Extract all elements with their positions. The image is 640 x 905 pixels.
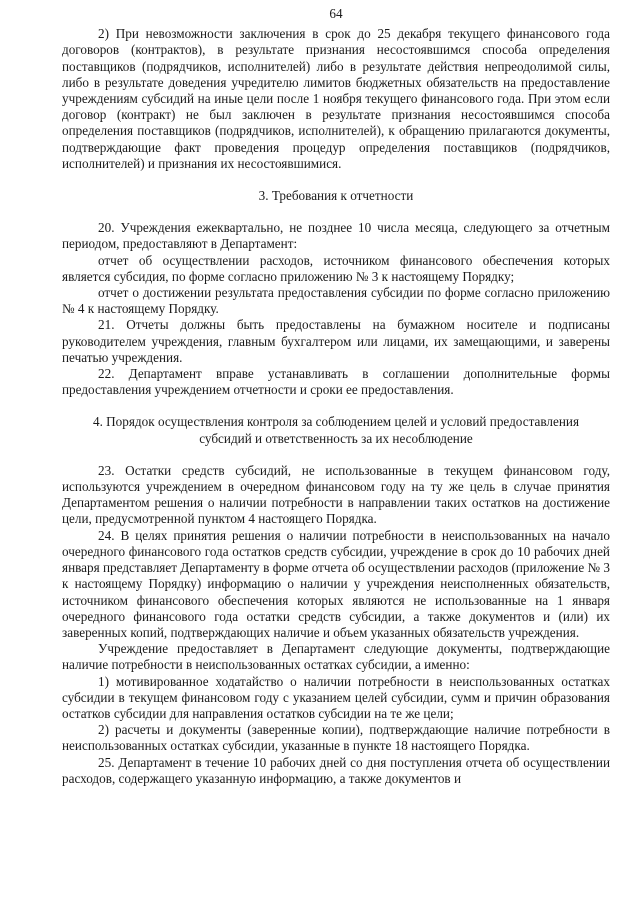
paragraph-20-report-results: отчет о достижении результата предоставления субсидии по форме согласно приложению № 4 к настоящему Порядку.	[62, 285, 610, 317]
paragraph-23: 23. Остатки средств субсидий, не использованные в текущем финансовом году, используются учреждением в очередном финансовом году на ту же цель в случае принятия Департаментом решения о наличии потребности в направлении таких остатков на достижение цели, предусмотренной пунктом 4 настоящего Порядка.	[62, 462, 610, 527]
section-4-title-line2: субсидий и ответственность за их несоблюдение	[199, 430, 473, 446]
section-3-title: 3. Требования к отчетности	[258, 188, 414, 204]
document-page	[62, 6, 610, 787]
paragraph-2-obstacles: 2) При невозможности заключения в срок до 25 декабря текущего финансового года договоров (контрактов), в результате признания несостоявшимся способа определения поставщиков (подрядчиков, исполнителей) либо в результате действия непреодолимой силы, либо в результате доведения учредителю лимитов бюджетных обязательств на предоставление учреждениям субсидий на иные цели после 1 ноября текущего финансового года. При этом если договор (контракт) не был заключен в результате признания несостоявшимся способа определения поставщиков (подрядчиков, исполнителей), к обращению прилагаются документы, подтверждающие факт проведения процедур определения поставщиков (подрядчиков, исполнителей) и признания их несостоявшимися.	[62, 26, 610, 171]
paragraph-25: 25. Департамент в течение 10 рабочих дней со дня поступления отчета об осуществлении расходов, содержащего указанную информацию, а также документов и	[62, 754, 610, 786]
section-4-title-line1: 4. Порядок осуществления контроля за соблюдением целей и условий предоставления	[92, 414, 580, 430]
paragraph-24-documents-intro: Учреждение предоставляет в Департамент следующие документы, подтверждающие наличие потребности в неиспользованных остатках субсидии, а именно:	[62, 641, 610, 673]
page-number: 64	[329, 6, 343, 21]
paragraph-24-item-2: 2) расчеты и документы (заверенные копии), подтверждающие наличие потребности в неиспользованных остатках субсидии, указанные в пункте 18 настоящего Порядка.	[62, 722, 610, 754]
paragraph-24-item-1: 1) мотивированное ходатайство о наличии потребности в неиспользованных остатках субсидии в текущем финансовом году с указанием целей субсидии, сумм и причин образования остатков субсидии для направления остатков субсидии на те же цели;	[62, 673, 610, 721]
section-4-title	[62, 414, 610, 446]
paragraph-22: 22. Департамент вправе устанавливать в соглашении дополнительные формы предоставления учреждением отчетности и сроки ее предоставления.	[62, 366, 610, 398]
paragraph-20: 20. Учреждения ежеквартально, не позднее 10 числа месяца, следующего за отчетным периодом, предоставляют в Департамент:	[62, 220, 610, 252]
paragraph-21: 21. Отчеты должны быть предоставлены на бумажном носителе и подписаны руководителем учреждения, главным бухгалтером или лицами, их замещающими, и заверены печатью учреждения.	[62, 317, 610, 365]
paragraph-24: 24. В целях принятия решения о наличии потребности в неиспользованных на начало очередного финансового года остатков средств субсидии, учреждение в срок до 10 рабочих дней января представляет Департаменту в форме отчета об осуществлении расходов (приложение № 3 к настоящему Порядку) информацию о наличии у учреждения неисполненных обязательств, источником финансового обеспечения которых являются не использованные на 1 января очередного финансового года остатки средств субсидии, а также документов и (или) их заверенных копий, подтверждающих наличие и объем указанных обязательств учреждения.	[62, 527, 610, 640]
paragraph-20-report-expenses: отчет об осуществлении расходов, источником финансового обеспечения которых является субсидия, по форме согласно приложению № 3 к настоящему Порядку;	[62, 252, 610, 284]
